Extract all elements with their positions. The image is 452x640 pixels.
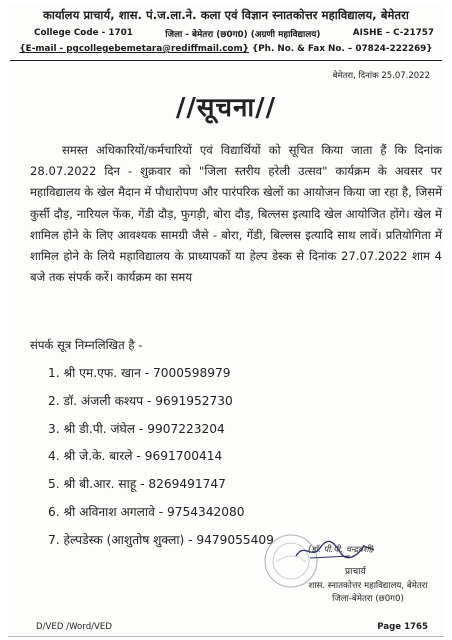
notice-title: //सूचना// [175,93,277,123]
signatory-college [288,580,448,606]
phone-fax-text: {Ph. No. & Fax No. – 07824-222269} [251,44,433,54]
contact-heading: संपर्क सूत्र निम्नलिखित है - [30,338,143,352]
contact-item: 2. डॉ. अंजली कश्यप - 9691952730 [48,393,233,408]
college-name: कार्यालय प्राचार्य, शास. पं.ज.ला.ने. कला एवं विज्ञान स्नातकोत्तर महाविद्यालय, बेमेतरा [43,8,409,22]
contact-item: 6. श्री अविनाश अगलावे - 9754342080 [48,504,245,519]
aishe-code: AISHE – C-21757 [352,28,434,38]
signatory-name: (डॉ. पी.पी. चन्द्रवंशी) [308,545,375,555]
district-line: जिला - बेमेतरा (छ0ग0) (अग्रणी महाविद्यालय) [165,30,321,40]
header-contact-row [0,44,452,54]
signatory-college-line1: शास. स्नातकोत्तर महाविद्यालय, बेमेतरा [308,581,428,591]
email-text: {E-mail - pgcollegebemetara@rediffmail.com} [19,44,249,54]
contact-item: 5. श्री बी.आर. साहू - 8269491747 [48,477,226,492]
signatory-college-line2: जिला-बेमेतरा (छ0ग0) [332,594,404,604]
footer-file-ref: D/VED /Word/VED [36,622,112,632]
footer-page-number: Page 1765 [377,622,428,632]
college-code: College Code - 1701 [34,28,133,38]
contact-item: 7. हेल्पडेस्क (आशुतोष शुक्ला) - 9479055409 [48,532,274,547]
contact-item: 3. श्री डी.पी. जंघेल - 9907223204 [48,421,225,436]
header-info-row [34,28,434,40]
contact-item: 4. श्री जे.के. बारले - 9691700414 [48,449,223,464]
notice-body-text: समस्त अधिकारियों/कर्मचारियों एवं विद्यार्थियों को सूचित किया जाता हैं कि दिनांक 28.07.2022 दिन - शुक्रवार को "जिला स्तरीय हरेली उत्सव" कार्यक्रम के अवसर पर महाविद्यालय के खेल मैदान में पौधारोपण और पारंपरिक खेलों का आयोजन किया जा रहा है, जिसमें कुर्सी दौड़, नारियल फेंक, गेंडी दौड़, फुगड़ी, बोरा दौड़, बिल्लस इत्यादि खेल आयोजित होंगे। खेल में शामिल होने के लिए आवश्यक सामग्री जैसे - बोरा, गेंडी, बिल्लस इत्यादि साथ लावें। प्रतियोगिता में शामिल होने के लिये महाविद्यालय के प्राध्यापकों या हेल्प डेस्क से दिनांक 27.07.2022 शाम 4 बजे तक संपर्क करें। कार्यक्रम का समय [30,143,442,285]
notice-body [30,140,442,288]
contact-item: 1. श्री एम.एफ. खान - 7000598979 [48,366,231,380]
signatory-title: प्राचार्य [345,567,366,577]
header-divider [10,60,442,61]
date-line: बेमेतरा, दिनांक 25.07.2022 [332,71,430,81]
contact-list [48,360,274,555]
